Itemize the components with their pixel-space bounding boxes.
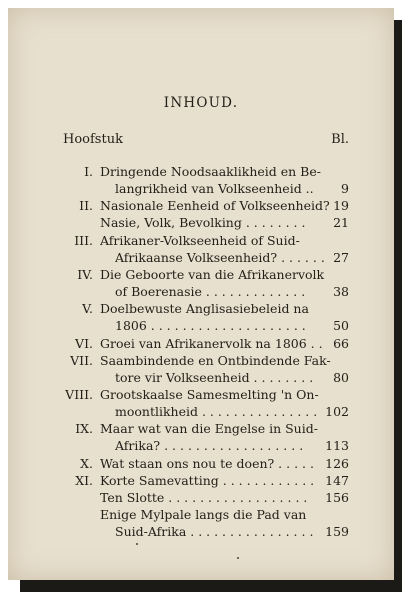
toc-title-line: of Boerenasie . . . . . . . . . . . . .: [115, 284, 306, 300]
toc-page-number: 147: [325, 472, 349, 488]
toc-title-line: Afrika? . . . . . . . . . . . . . . . . . .: [115, 438, 304, 454]
column-header-chapter: Hoofstuk: [63, 132, 123, 147]
toc-chapter-number: VIII.: [65, 386, 93, 402]
toc-title-line: langrikheid van Volkseenheid ..: [115, 181, 314, 197]
toc-page-number: 156: [325, 489, 349, 505]
toc-title-line: Groei van Afrikanervolk na 1806 . .: [100, 335, 323, 351]
toc-chapter-number: IV.: [77, 266, 93, 282]
toc-chapter-number: IX.: [75, 421, 93, 437]
toc-title-line: Maar wat van die Engelse in Suid-: [100, 421, 318, 437]
toc-title-line: Afrikaanse Volkseenheid? . . . . . .: [115, 249, 325, 265]
toc-page-number: 9: [341, 181, 349, 197]
toc-chapter-number: X.: [80, 455, 93, 471]
toc-title-line: Afrikaner-Volkseenheid of Suid-: [100, 232, 300, 248]
toc-chapter-number: XI.: [75, 472, 93, 488]
toc-chapter-number: VII.: [70, 352, 93, 368]
toc-chapter-number: [8, 214, 93, 231]
toc-title-line: Doelbewuste Anglisasiebeleid na: [100, 301, 309, 317]
toc-title-line: Die Geboorte van die Afrikanervolk: [100, 266, 325, 282]
paper-speck: [237, 557, 239, 559]
toc-page-number: 21: [333, 215, 349, 231]
toc-title-line: Korte Samevatting . . . . . . . . . . . .: [100, 472, 315, 488]
toc-chapter-number: [8, 489, 93, 506]
toc-page-number: 113: [325, 438, 349, 454]
toc-title-line: Enige Mylpale langs die Pad van: [100, 507, 307, 522]
toc-title-line: Saambindende en Ontbindende Fak-: [100, 352, 331, 368]
column-header-page: Bl.: [331, 132, 349, 147]
toc-page-number: 38: [333, 284, 349, 300]
toc-page-number: 126: [325, 455, 349, 471]
toc-title-line: Nasionale Eenheid of Volkseenheid?: [100, 198, 330, 214]
toc-page-number: 27: [333, 249, 349, 265]
toc-title-line: Ten Slotte . . . . . . . . . . . . . . . . . .: [100, 489, 308, 505]
paper-speck: [136, 543, 138, 545]
toc-page-number: 102: [325, 404, 349, 420]
toc-chapter-number: [8, 506, 93, 523]
toc-title-line: tore vir Volkseenheid . . . . . . . .: [115, 369, 314, 385]
toc-title-line: Wat staan ons nou te doen? . . . . .: [100, 455, 314, 471]
toc-chapter-number: II.: [79, 198, 93, 214]
toc-title-line: Nasie, Volk, Bevolking . . . . . . . .: [100, 215, 306, 231]
toc-chapter-number: I.: [84, 164, 93, 179]
page-title: INHOUD.: [163, 95, 239, 111]
toc-page-number: 159: [325, 524, 349, 540]
toc-title-line: Grootskaalse Samesmelting 'n On-: [100, 386, 319, 402]
toc-page-number: 66: [333, 335, 349, 351]
toc-page-number: 19: [333, 198, 349, 214]
toc-title-line: Suid-Afrika . . . . . . . . . . . . . . . .: [115, 524, 314, 540]
toc-chapter-number: III.: [74, 232, 93, 248]
toc-title-line: moontlikheid . . . . . . . . . . . . . . .: [115, 404, 318, 420]
toc-chapter-number: VI.: [75, 335, 93, 351]
toc-title-line: 1806 . . . . . . . . . . . . . . . . . . . .: [115, 318, 306, 334]
toc-chapter-number: V.: [82, 301, 93, 317]
toc-page-number: 80: [333, 369, 349, 385]
book-page: [8, 8, 394, 580]
toc-page-number: 50: [333, 318, 349, 334]
toc-title-line: Dringende Noodsaaklikheid en Be-: [100, 164, 321, 179]
